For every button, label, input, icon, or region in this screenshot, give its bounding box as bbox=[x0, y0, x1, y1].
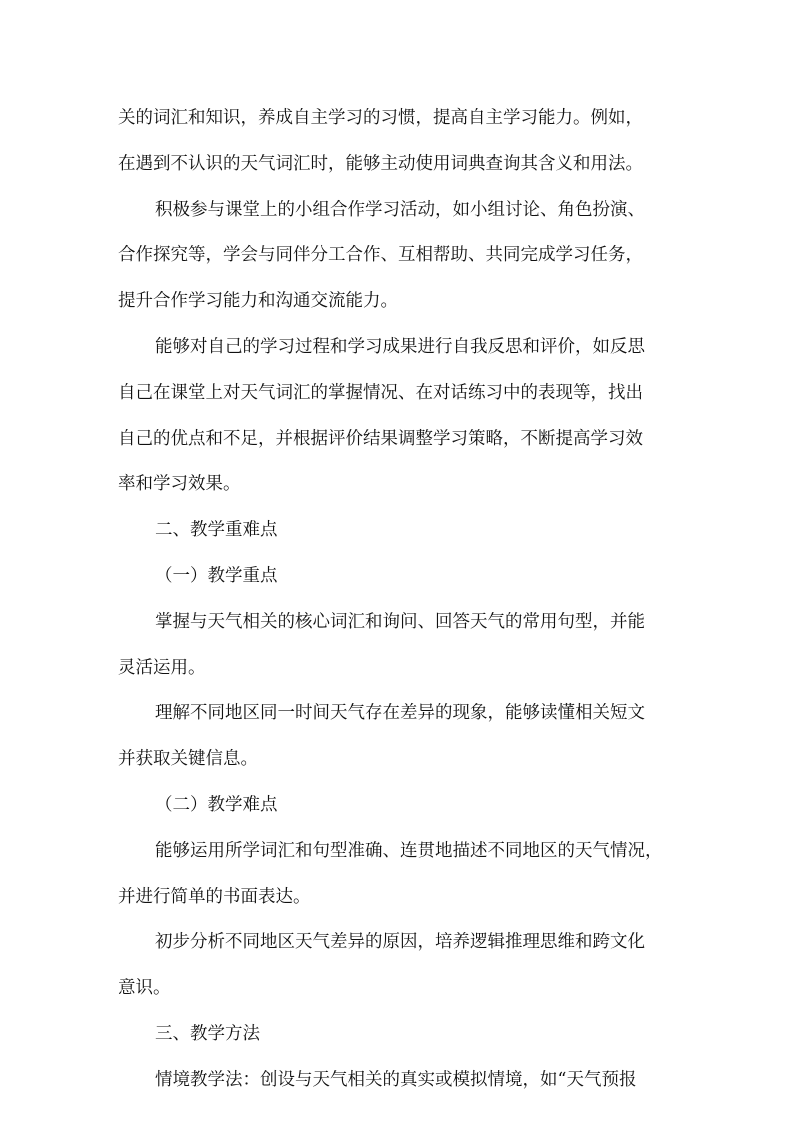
paragraph-line: 理解不同地区同一时间天气存在差异的现象，能够读懂相关短文 bbox=[155, 703, 645, 724]
paragraph-line: 关的词汇和知识，养成自主学习的习惯，提高自主学习能力。例如， bbox=[118, 108, 643, 128]
paragraph-line: 自己的优点和不足，并根据评价结果调整学习策略，不断提高学习效 bbox=[118, 428, 643, 449]
paragraph-line: 情境教学法：创设与天气相关的真实或模拟情境，如“天气预报 bbox=[155, 1069, 637, 1090]
paragraph-line: 并进行简单的书面表达。 bbox=[118, 886, 311, 907]
paragraph-line: 掌握与天气相关的核心词汇和询问、回答天气的常用句型，并能 bbox=[155, 611, 645, 632]
paragraph-line: 意识。 bbox=[118, 978, 171, 999]
paragraph-line: 提升合作学习能力和沟通交流能力。 bbox=[118, 291, 398, 312]
section-heading: 二、教学重难点 bbox=[155, 520, 278, 541]
paragraph-line: 在遇到不认识的天气词汇时，能够主动使用词典查询其含义和用法。 bbox=[118, 153, 643, 174]
section-heading: 三、教学方法 bbox=[155, 1023, 260, 1044]
paragraph-line: 积极参与课堂上的小组合作学习活动，如小组讨论、角色扮演、 bbox=[155, 199, 645, 220]
paragraph-line: 能够运用所学词汇和句型准确、连贯地描述不同地区的天气情况， bbox=[155, 840, 663, 861]
paragraph-line: 率和学习效果。 bbox=[118, 474, 241, 495]
paragraph-line: 自己在课堂上对天气词汇的掌握情况、在对话练习中的表现等，找出 bbox=[118, 382, 643, 403]
paragraph-line: 灵活运用。 bbox=[118, 657, 206, 678]
subsection-heading: （二）教学难点 bbox=[155, 794, 278, 815]
document-body bbox=[118, 96, 684, 1104]
paragraph-line: 并获取关键信息。 bbox=[118, 749, 258, 770]
paragraph-line: 能够对自己的学习过程和学习成果进行自我反思和评价，如反思 bbox=[155, 336, 645, 357]
paragraph-line: 合作探究等，学会与同伴分工合作、互相帮助、共同完成学习任务， bbox=[118, 245, 643, 266]
subsection-heading: （一）教学重点 bbox=[155, 565, 278, 586]
paragraph-line: 初步分析不同地区天气差异的原因，培养逻辑推理思维和跨文化 bbox=[155, 932, 645, 953]
